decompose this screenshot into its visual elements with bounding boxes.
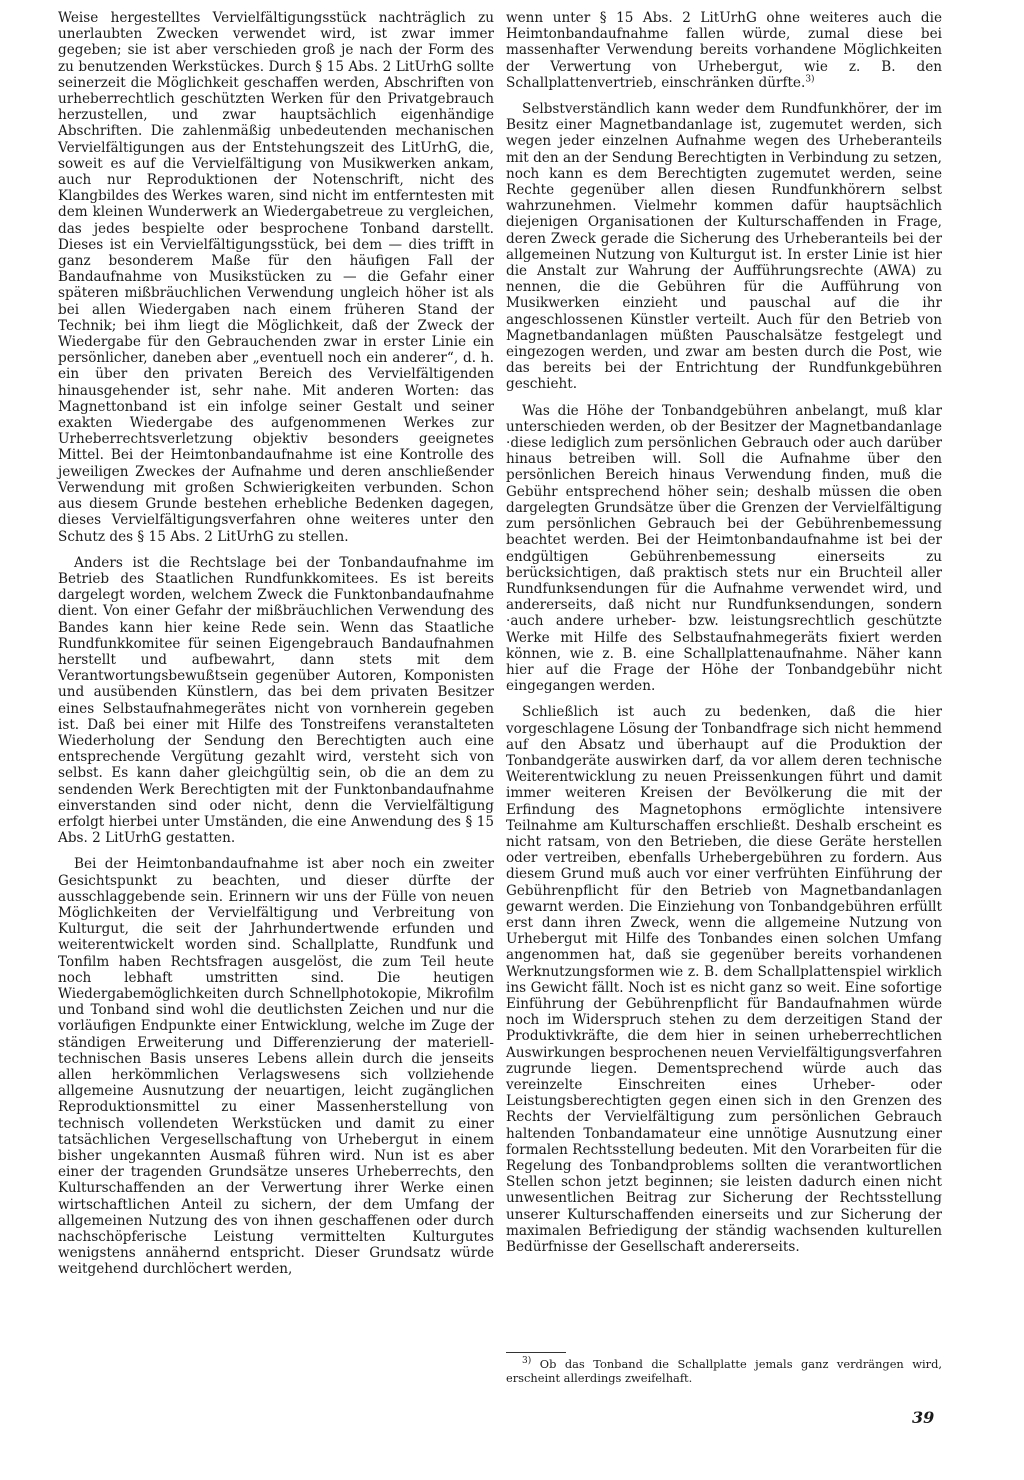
right-continuation-text: wenn unter § 15 Abs. 2 LitUrhG ohne weiteres auch die Heimtonbandaufnahme fallen würde, zumal diese bei massenhafter Verwendung bereits vorhandene Möglichkeiten der Verwertung von Urhebergut, wie z. B. den Schallplattenvertrieb, einschränken dürfte. xyxy=(506,10,942,91)
footnote-divider xyxy=(506,1352,566,1353)
right-paragraph-3: Schließlich ist auch zu bedenken, daß die hier vorgeschlagene Lösung der Tonbandfrage sich nicht hemmend auf den Absatz und überhaupt auf die Produktion der Tonbandgeräte auswirken darf, da vor allem deren technische Weiterentwicklung zu neuen Preissenkungen führt und damit immer weiteren Kreisen der Bevölkerung die mit der Erfindung des Magnetophons ermöglichte intensivere Teilnahme am Kulturschaffen erschließt. Deshalb erscheint es nicht ratsam, von den Betrieben, die diese Geräte herstellen oder vertreiben, ebenfalls Urhebergebühren zu fordern. Aus diesem Grund muß auch vor einer verfrühten Einführung der Gebührenpflicht für den Betrieb von Magnetbandanlagen gewarnt werden. Die Einziehung von Tonbandgebühren erfüllt erst dann ihren Zweck, wenn die allgemeine Nutzung von Urhebergut mit Hilfe des Tonbandes einen solchen Umfang angenommen hat, daß sie gegenüber bereits vorhandenen Werknutzungsformen wie z. B. dem Schallplattenspiel wirklich ins Gewicht fällt. Noch ist es nicht ganz so weit. Eine sofortige Einführung der Gebührenpflicht für Bandaufnahmen würde noch im Widerspruch stehen zu dem derzeitigen Stand der Produktivkräfte, die dem hier in seinen urheberrechtlichen Auswirkungen besprochenen neuen Vervielfältigungsverfahren zugrunde liegen. Dementsprechend würde auch das vereinzelte Einschreiten eines Urheber- oder Leistungsberechtigten gegen einen sich in den Grenzen des Rechts der Vervielfältigung zum persönlichen Gebrauch haltenden Tonbandamateur eine unnötige Ausnutzung einer formalen Rechtsstellung bedeuten. Mit den Vorarbeiten für die Regelung des Tonbandproblems sollten die verantwortlichen Stellen schon jetzt beginnen; sie leisten dadurch einen nicht unwesentlichen Beitrag zur Sicherung der Rechtsstellung unserer Kulturschaffenden einerseits und zur Sicherung der maximalen Befriedigung der ständig wachsenden kulturellen Bedürfnisse der Gesellschaft andererseits. xyxy=(506,704,942,1256)
left-column xyxy=(58,10,494,1278)
right-paragraph-1: Selbstverständlich kann weder dem Rundfunkhörer, der im Besitz einer Magnetbandanlage ist, zugemutet werden, sich wegen jeder einzelnen Aufnahme wegen des Urheberanteils mit den an der Sendung Berechtigten in Verbindung zu setzen, noch kann es dem Berechtigten zugemutet werden, seine Rechte gegenüber allen diesen Rundfunkhörern selbst wahrzunehmen. Vielmehr kommen dafür hauptsächlich diejenigen Organisationen der Kulturschaffenden in Frage, deren Zweck gerade die Sicherung des Urheberanteils bei der allgemeinen Nutzung von Kulturgut ist. In erster Linie ist hier die Anstalt zur Wahrung der Aufführungsrechte (AWA) zu nennen, die die Gebühren für die Aufführung von Musikwerken einzieht und pauschal auf die ihr angeschlossenen Künstler verteilt. Auch für den Betrieb von Magnetbandanlagen müßten Pauschalsätze festgelegt und eingezogen werden, und zwar am besten durch die Post, wie das bereits bei der Entrichtung der Rundfunkgebühren geschieht. xyxy=(506,101,942,393)
page-number: 39 xyxy=(912,1408,935,1427)
left-paragraph-1: Weise hergestelltes Vervielfältigungsstück nachträglich zu unerlaubten Zwecken verwendet wird, ist zwar immer gegeben; sie ist aber verschieden groß je nach der Form des zu benutzenden Werkstückes. Durch § 15 Abs. 2 LitUrhG sollte seinerzeit die Möglichkeit geschaffen werden, Abschriften von urheberrechtlich geschützten Werken für den Privatgebrauch herzustellen, und zwar hauptsächlich eigenhändige Abschriften. Die zahlenmäßig unbedeutenden mechanischen Vervielfältigungen aus der Entstehungszeit des LitUrhG, die, soweit es auf die Vervielfältigung von Musikwerken ankam, auch nur Reproduktionen der Notenschrift, nicht des Klangbildes des Werkes waren, sind nicht im entferntesten mit dem kleinen Wunderwerk an Wiedergabetreue zu vergleichen, das jedes bespielte oder besprochene Tonband darstellt. Dieses ist ein Vervielfältigungsstück, bei dem — dies trifft in ganz besonderem Maße für den häufigen Fall der Bandaufnahme von Musikstücken zu — die Gefahr einer späteren mißbräuchlichen Verwendung ungleich höher ist als bei allen Wiedergaben nach einem früheren Stand der Technik; bei ihm liegt die Möglichkeit, daß der Zweck der Wiedergabe für den Gebrauchenden zwar in erster Linie ein persönlicher, daneben aber „eventuell noch ein anderer“, d. h. ein über den privaten Bereich des Vervielfältigenden hinausgehender ist, sehr nahe. Mit anderen Worten: das Magnettonband ist ein infolge seiner Gestalt und seiner exakten Wiedergabe des aufgenommenen Werkes zur Urheberrechtsverletzung objektiv besonders geeignetes Mittel. Bei der Heimtonbandaufnahme ist eine Kontrolle des jeweiligen Zweckes der Aufnahme und deren anschließender Verwendung mit großen Schwierigkeiten verbunden. Schon aus diesem Grunde bestehen erhebliche Bedenken dagegen, dieses Vervielfältigungsverfahren ohne weiteres unter den Schutz des § 15 Abs. 2 LitUrhG zu stellen. xyxy=(58,10,494,545)
footnote xyxy=(506,1357,942,1385)
footnote-reference-marker: 3) xyxy=(805,74,815,85)
right-paragraph-2: Was die Höhe der Tonbandgebühren anbelangt, muß klar unterschieden werden, ob der Besitzer der Magnetbandanlage ·diese lediglich zum persönlichen Gebrauch oder auch darüber hinaus betreiben will. Soll die Aufnahme über den persönlichen Bereich hinaus Verwendung finden, muß die Gebühr entsprechend höher sein; deshalb müssen die oben dargelegten Grundsätze über die Grenzen der Vervielfältigung zum persönlichen Gebrauch bei der Gebührenbemessung beachtet werden. Bei der Heimtonbandaufnahme ist bei der endgültigen Gebührenbemessung einerseits zu berücksichtigen, daß praktisch stets nur ein Bruchteil aller Rundfunksendungen für die Aufnahme verwendet wird, und andererseits, daß nicht nur Rundfunksendungen, sondern ·auch andere urheber- bzw. leistungsrechtlich geschützte Werke mit Hilfe des Selbstaufnahmegeräts fixiert werden können, wie z. B. eine Schallplattenaufnahme. Näher kann hier auf die Frage der Höhe der Tonbandgebühr nicht eingegangen werden. xyxy=(506,402,942,695)
footnote-text: Ob das Tonband die Schallplatte jemals ganz verdrängen wird, erscheint allerdings zweifelhaft. xyxy=(506,1357,942,1385)
left-paragraph-2: Anders ist die Rechtslage bei der Tonbandaufnahme im Betrieb des Staatlichen Rundfunkkomitees. Es ist bereits dargelegt worden, welchem Zweck die Funktonbandaufnahme dient. Von einer Gefahr der mißbräuchlichen Verwendung des Bandes kann hier keine Rede sein. Wenn das Staatliche Rundfunkkomitee für seinen Eigengebrauch Bandaufnahmen herstellt und aufbewahrt, dann stets mit dem Verantwortungsbewußtsein gegenüber Autoren, Komponisten und ausübenden Künstlern, das bei dem privaten Besitzer eines Selbstaufnahmegerätes nicht von vornherein gegeben ist. Daß bei einer mit Hilfe des Tonstreifens veranstalteten Wiederholung der Sendung den Berechtigten auch eine entsprechende Vergütung gezahlt wird, versteht sich von selbst. Es kann daher gleichgültig sein, ob die an dem zu sendenden Werk Berechtigten mit der Funktonbandaufnahme einverstanden sind oder nicht, denn die Vervielfältigung erfolgt hierbei unter Umständen, die eine Anwendung des § 15 Abs. 2 LitUrhG gestatten. xyxy=(58,554,494,847)
right-continuation-paragraph xyxy=(506,10,942,91)
right-column xyxy=(506,10,942,1255)
left-paragraph-3: Bei der Heimtonbandaufnahme ist aber noch ein zweiter Gesichtspunkt zu beachten, und dieser dürfte der ausschlaggebende sein. Erinnern wir uns der Fülle von neuen Möglichkeiten der Vervielfältigung und Verbreitung von Kulturgut, die seit der Jahrhundertwende erfunden und weiterentwickelt worden sind. Schallplatte, Rundfunk und Tonfilm haben Rechtsfragen ausgelöst, die zum Teil heute noch lebhaft umstritten sind. Die heutigen Wiedergabemöglichkeiten durch Schnellphotokopie, Mikrofilm und Tonband sind wohl die deutlichsten Zeichen und nur die vorläufigen Endpunkte einer Entwicklung, welche im Zuge der ständigen Erweiterung und Differenzierung der materiell-technischen Basis unseres Lebens allein durch die jenseits allen herkömmlichen Verlagswesens sich vollziehende allgemeine Ausnutzung der neuartigen, leicht zugänglichen Reproduktionsmittel zu einer Massenherstellung von technisch vollendeten Werkstücken und damit zu einer tatsächlichen Vergesellschaftung von Urhebergut in einem bisher ungekannten Ausmaß führen wird. Nun ist es aber einer der tragenden Grundsätze unseres Urheberrechts, den Kulturschaffenden an der Verwertung ihrer Werke einen wirtschaftlichen Anteil zu sichern, der dem Umfang der allgemeinen Nutzung des von ihnen geschaffenen oder durch nachschöpferische Leistung vermittelten Kulturgutes wenigstens annähernd entspricht. Dieser Grundsatz würde weitgehend durchlöchert werden, xyxy=(58,856,494,1278)
footnote-marker: 3) xyxy=(522,1356,532,1367)
